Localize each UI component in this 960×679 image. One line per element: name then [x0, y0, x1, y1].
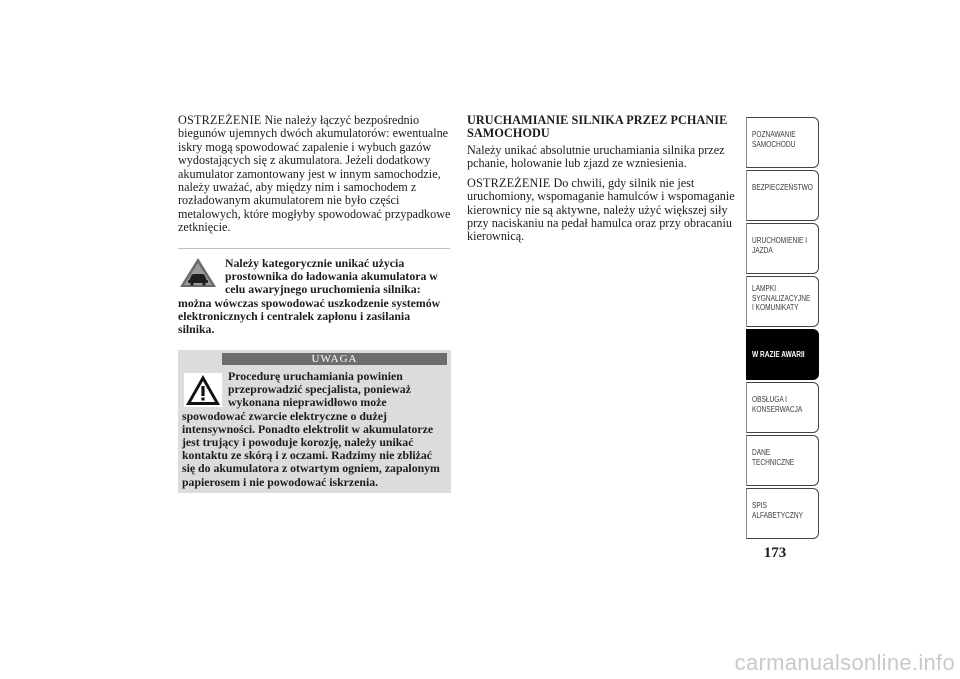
tab-label [752, 284, 811, 313]
warning-triangle-icon [184, 373, 222, 407]
warning-text: Nie należy łączyć bezpośrednio biegunów ujemnych dwóch akumulatorów: ewentualne iskry mogą spowodować zapalenie i wybuch gazów wydostających się z akumulatora. Jeżeli dodatkowy akumulator zamontowany jest w innym samochodzie, należy uważać, aby między nim i samochodem z rozładowanym akumulatorem nie było części metalowych, które mogłyby spowodować przypadkowe zetknięcie. [178, 113, 451, 235]
tab-poznawanie-samochodu[interactable] [746, 117, 819, 168]
battery-warning-paragraph [178, 114, 451, 235]
tab-label-line: KONSERWACJA [752, 404, 803, 414]
tab-label-line: SAMOCHODU [752, 139, 796, 149]
car-warning-icon [178, 257, 218, 289]
warning-text: Do chwili, gdy silnik nie jest uruchomiony, wspomaganie hamulców i wspomaganie kierownicy nie są aktywne, należy użyć większej siły przy naciskaniu na pedał hamulca oraz przy obracaniu kierownicą. [467, 175, 735, 244]
page-number: 173 [763, 545, 787, 561]
caution-content [182, 370, 448, 489]
tab-label-line: TECHNICZNE [752, 457, 795, 467]
tab-dane-techniczne[interactable] [746, 435, 819, 486]
tab-obsluga-i-konserwacja[interactable] [746, 382, 819, 433]
tab-label-line: W RAZIE AWARII [752, 350, 805, 359]
tab-label-line: JAZDA [752, 245, 773, 255]
watermark: carmanualsonline.info [734, 650, 955, 675]
tab-label [752, 130, 806, 149]
tab-label [752, 501, 806, 520]
tab-label-line: URUCHOMIENIE I [752, 236, 808, 245]
tab-label-line: LAMPKI [752, 284, 777, 293]
tab-label-line: DANE [752, 448, 771, 457]
push-start-paragraph: Należy unikać absolutnie uruchamiania silnika przez pchanie, holowanie lub zjazd ze wzniesienia. [467, 143, 725, 171]
tab-lampki-sygnalizacyjne[interactable] [746, 276, 819, 327]
charger-note-text: Należy kategorycznie unikać użycia prostownika do ładowania akumulatora w celu awaryjnego uruchomienia silnika: można wówczas spowodować uszkodzenie systemów elektronicznych i centralek zapłonu i zasilania silnika. [178, 256, 441, 337]
caution-box [178, 350, 451, 493]
tab-label-line: ALFABETYCZNY [752, 510, 804, 520]
tab-label-line: BEZPIECZEŃSTWO [752, 183, 813, 192]
section-heading: URUCHAMIANIE SILNIKA PRZEZ PCHANIE SAMOCHODU [467, 113, 728, 140]
warning-lead: OSTRZEŻENIE [467, 175, 551, 190]
tab-label-line: OBSŁUGA I [752, 395, 788, 404]
left-column [178, 114, 451, 235]
warning-lead: OSTRZEŻENIE [178, 113, 262, 127]
caution-label: UWAGA [222, 353, 447, 365]
push-start-warning [467, 177, 739, 244]
right-column [467, 114, 739, 244]
tab-label [752, 236, 806, 255]
tab-label-line: SYGNALIZACYJNE [752, 293, 811, 303]
section-divider [178, 248, 450, 249]
tab-label [752, 448, 806, 467]
tab-label [752, 350, 806, 360]
tab-label-line: SPIS [752, 501, 767, 510]
tab-label-line: POZNAWANIE [752, 130, 796, 139]
tab-w-razie-awarii[interactable] [746, 329, 819, 380]
tab-label-line: I KOMUNIKATY [752, 303, 799, 312]
charger-note [178, 257, 446, 336]
tab-label [752, 395, 806, 414]
tab-uruchomienie-i-jazda[interactable] [746, 223, 819, 274]
caution-text: Procedurę uruchamiania powinien przeprowadzić specjalista, ponieważ wykonana nieprawidłowo może spowodować zwarcie elektryczne o dużej intensywności. Ponadto elektrolit w akumulatorze jest trujący i powoduje korozję, należy unikać kontaktu ze skórą i z oczami. Radzimy nie zbliżać się do akumulatora z otwartym ogniem, zapalonym papierosem i nie powodować iskrzenia. [182, 369, 440, 489]
tab-spis-alfabetyczny[interactable] [746, 488, 819, 539]
tab-label [752, 183, 813, 193]
tab-bezpieczenstwo[interactable] [746, 170, 819, 221]
